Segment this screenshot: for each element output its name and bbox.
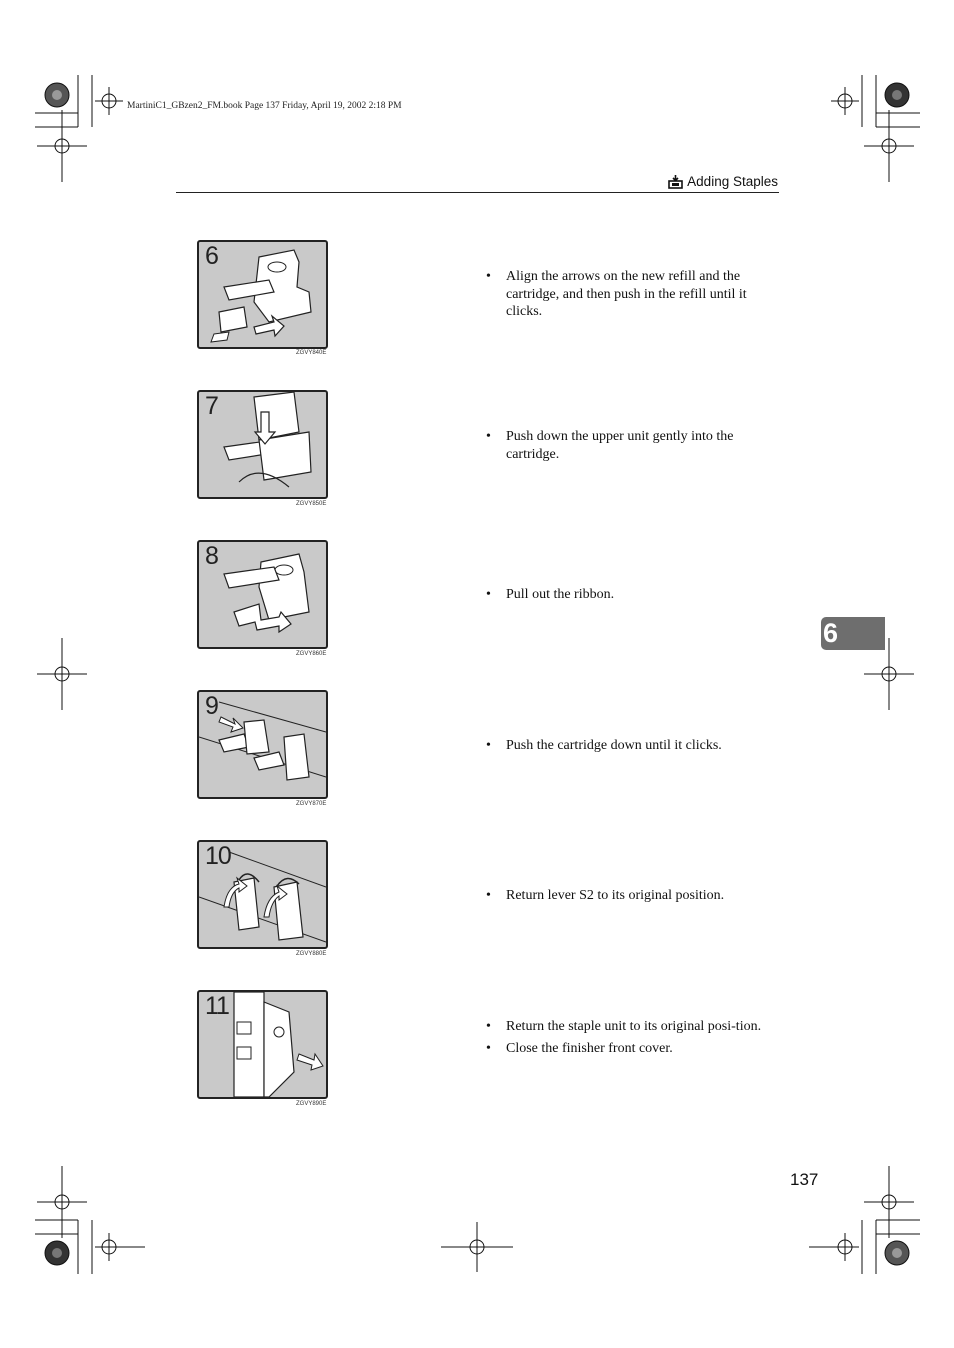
step-number: 10 <box>205 842 231 870</box>
bullet-item: • Push the cartridge down until it clicks. <box>486 737 776 755</box>
book-info-line: MartiniC1_GBzen2_FM.book Page 137 Friday, April 19, 2002 2:18 PM <box>127 101 402 111</box>
figure-code: ZGVY870E <box>296 801 327 807</box>
bullet-item: • Return lever S2 to its original position. <box>486 887 776 905</box>
bullet-item: • Return the staple unit to its original posi-tion. <box>486 1018 776 1036</box>
step-number: 9 <box>205 692 218 720</box>
figure-code: ZGVY850E <box>296 501 327 507</box>
figure-code: ZGVY880E <box>296 951 327 957</box>
bullet-item: • Close the finisher front cover. <box>486 1040 776 1058</box>
header-title: Adding Staples <box>687 174 778 189</box>
step-number: 7 <box>205 392 218 420</box>
bullet-item: • Pull out the ribbon. <box>486 586 776 604</box>
figure-code: ZGVY860E <box>296 651 327 657</box>
step-number: 6 <box>205 242 218 270</box>
bullet-item: • Push down the upper unit gently into the cartridge. <box>486 428 776 463</box>
bullet-item: • Align the arrows on the new refill and the cartridge, and then push in the refill until it clicks. <box>486 268 776 321</box>
figure-code: ZGVY840E <box>296 350 327 356</box>
chapter-tab: 6 <box>821 617 885 650</box>
step-number: 8 <box>205 542 218 570</box>
step-number: 11 <box>205 992 229 1020</box>
figure-code: ZGVY890E <box>296 1101 327 1107</box>
page-number: 137 <box>790 1170 819 1189</box>
